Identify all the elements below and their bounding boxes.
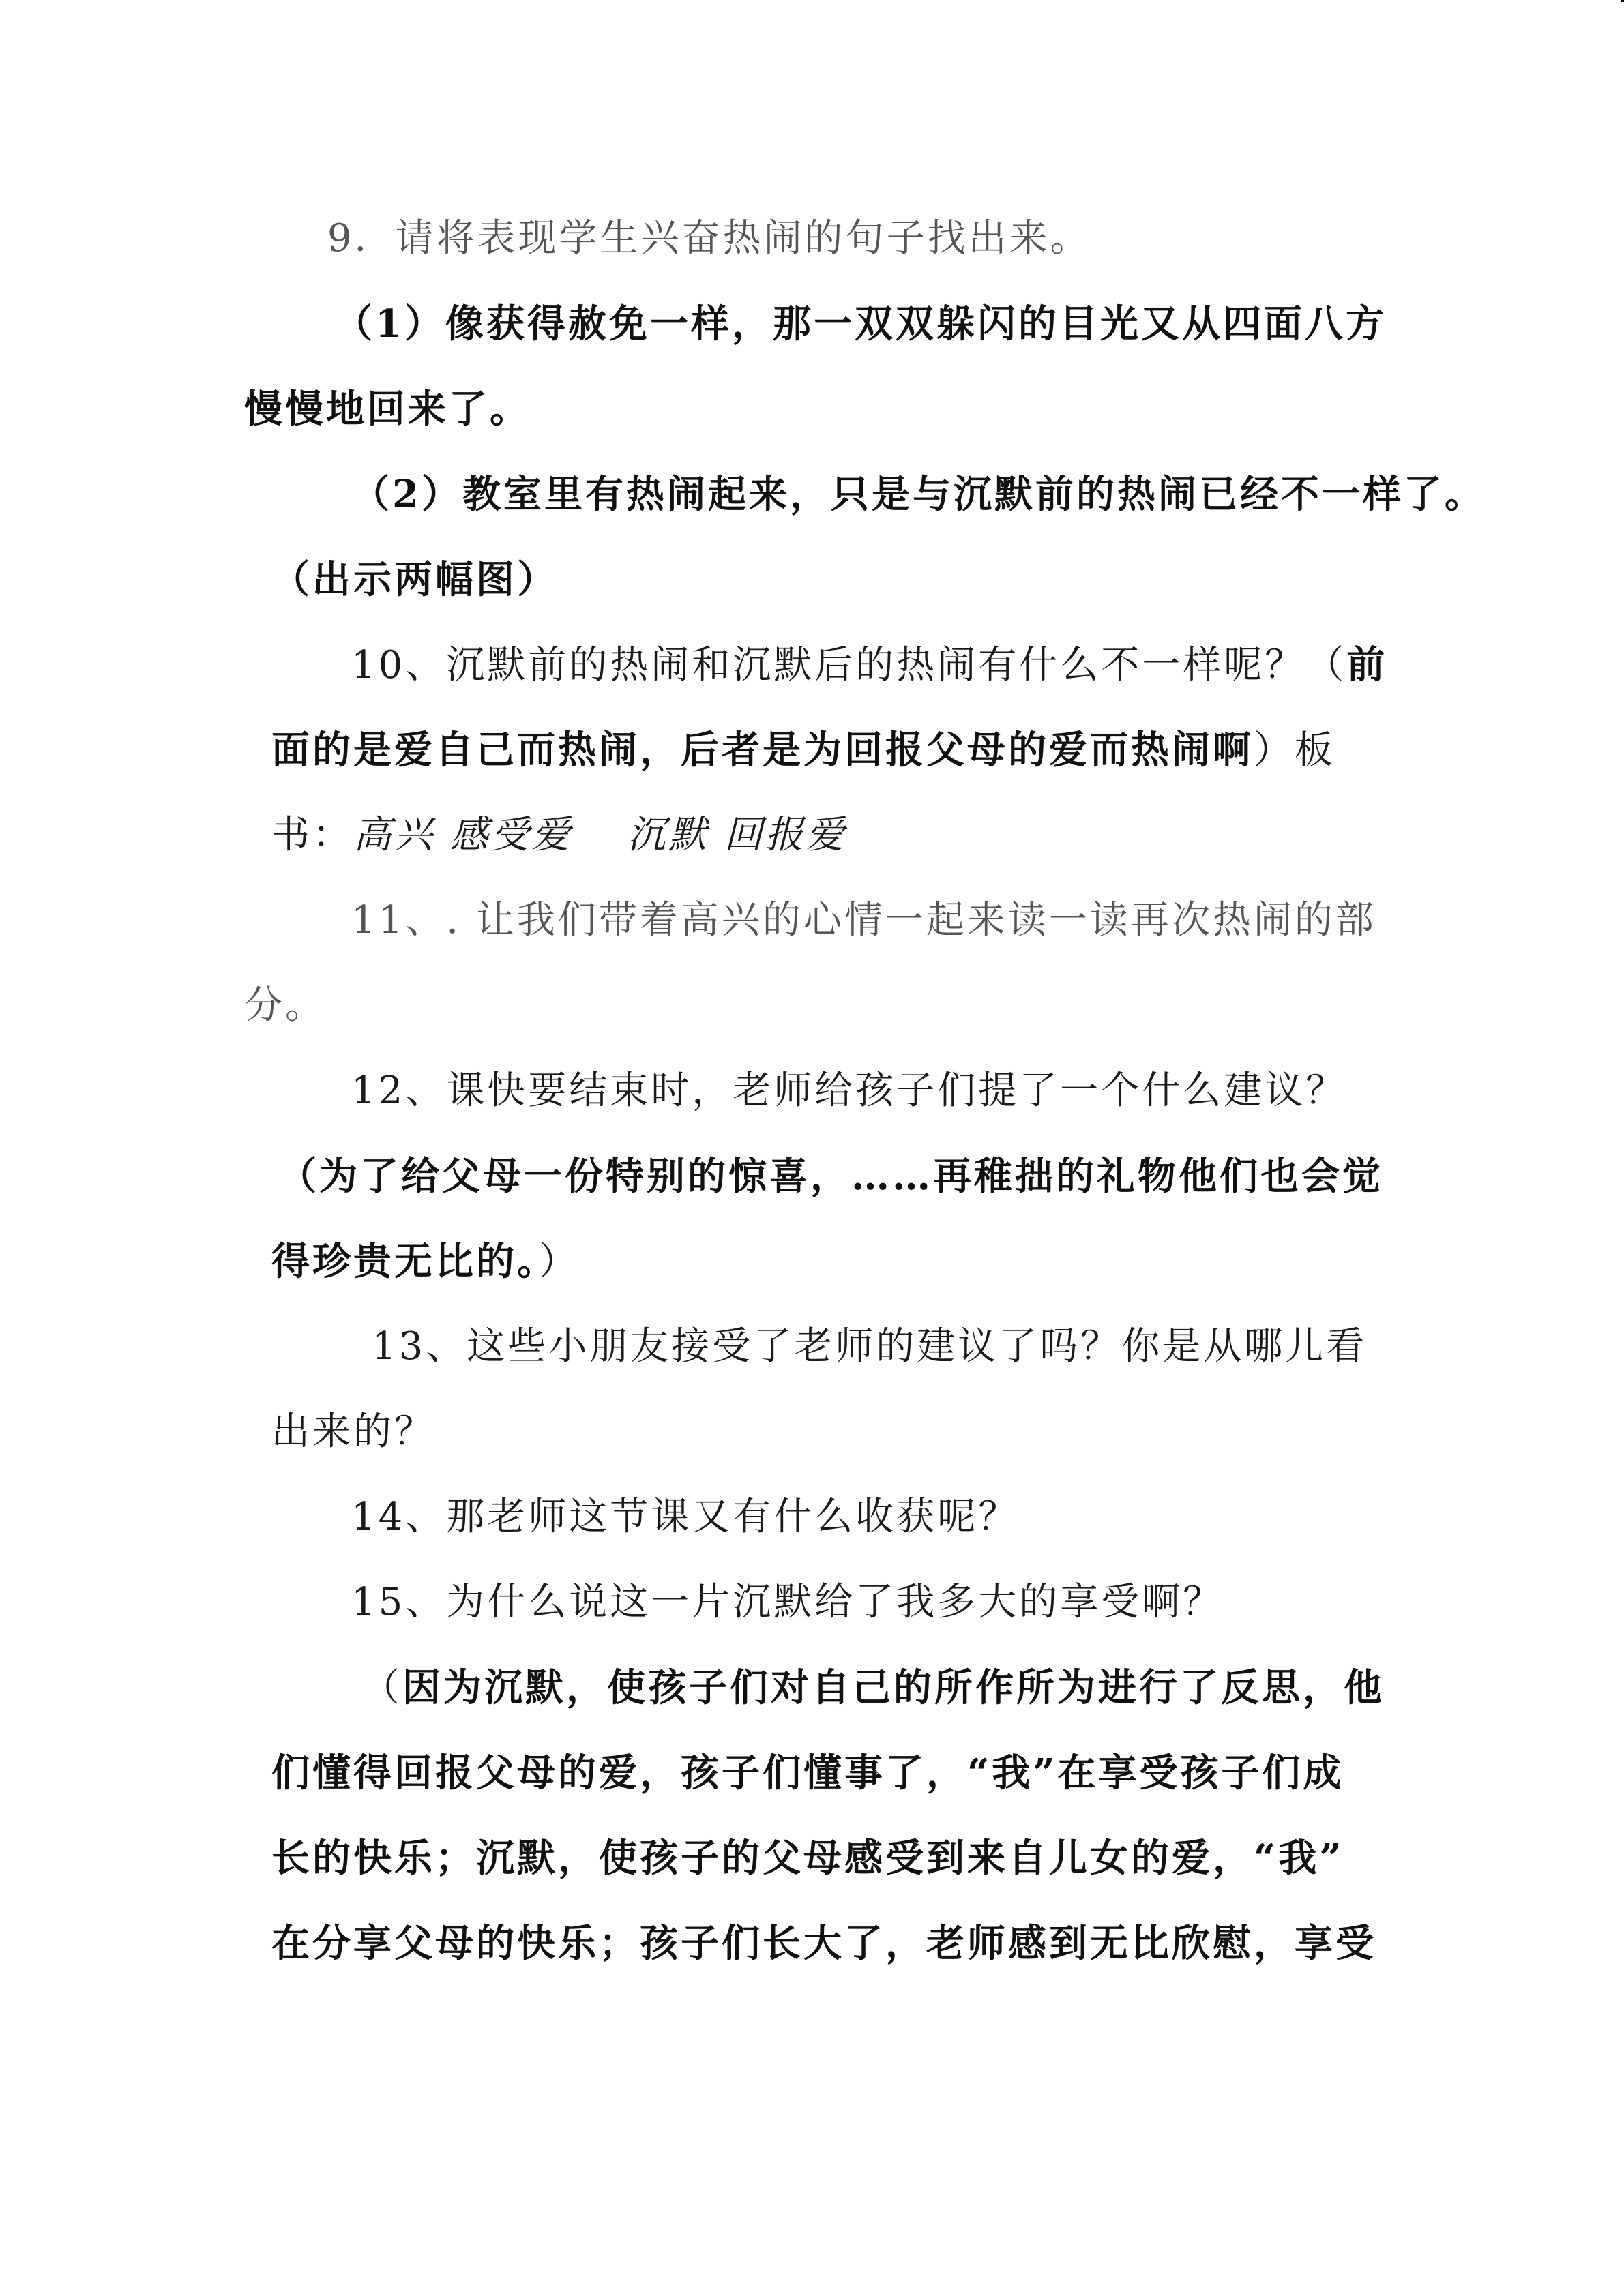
line-question-11-cont bbox=[244, 982, 326, 1030]
line-answer-15-cont-2 bbox=[271, 1834, 1344, 1882]
line-question-13 bbox=[372, 1323, 1367, 1371]
text: 12、课快要结束时，老师给孩子们提了一个什么建议？ bbox=[351, 1069, 1347, 1113]
line-question-10 bbox=[351, 641, 1387, 689]
text: 15、为什么说这一片沉默给了我多大的享受啊？ bbox=[351, 1580, 1224, 1624]
text: （1）像获得赦免一样，那一双双躲闪的目光又从四面八方 bbox=[334, 301, 1387, 346]
blackboard-left: 高兴 感受爱 bbox=[353, 813, 573, 857]
text: 长的快乐；沉默，使孩子的父母感受到来自儿女的爱，“我” bbox=[271, 1836, 1344, 1881]
text: 出来的？ bbox=[271, 1410, 435, 1454]
text-bold: 因为沉默，使孩子们对自己的所作所为进行了反思，他 bbox=[402, 1665, 1385, 1710]
line-show-images bbox=[271, 556, 558, 603]
line-answer-12 bbox=[278, 1152, 1383, 1200]
line-question-14 bbox=[351, 1493, 1019, 1541]
text: 11、. 让我们带着高兴的心情一起来读一读再次热闹的部 bbox=[351, 898, 1376, 942]
line-answer-15-cont-1 bbox=[271, 1749, 1344, 1797]
text: 们懂得回报父母的爱，孩子们懂事了，“我”在享受孩子们成 bbox=[271, 1750, 1344, 1795]
text: 书： bbox=[271, 813, 353, 857]
text-bold: 前 bbox=[1346, 642, 1388, 687]
text: 分。 bbox=[244, 983, 326, 1028]
text-bold: 面的是爱自己而热闹，后者是为回报父母的爱而热闹啊 bbox=[271, 728, 1254, 773]
text: （2）教室里有热闹起来，只是与沉默前的热闹已经不一样了。 bbox=[351, 472, 1486, 517]
line-answer-12-cont bbox=[271, 1238, 580, 1286]
text: （为了给父母一份特别的惊喜，……再稚拙的礼物他们也会觉 bbox=[278, 1154, 1383, 1199]
line-question-15 bbox=[351, 1579, 1224, 1626]
line-answer-9-1-cont bbox=[244, 385, 531, 433]
line-answer-10 bbox=[271, 726, 1335, 775]
text: 在分享父母的快乐；孩子们长大了，老师感到无比欣慰，享受 bbox=[271, 1921, 1376, 1966]
text: 13、这些小朋友接受了老师的建议了吗？你是从哪儿看 bbox=[372, 1324, 1368, 1369]
line-answer-9-1 bbox=[334, 300, 1387, 348]
blackboard-right: 沉默 回报爱 bbox=[627, 813, 847, 857]
line-question-12 bbox=[351, 1067, 1346, 1115]
text: （ bbox=[361, 1666, 402, 1710]
line-blackboard bbox=[271, 811, 847, 859]
line-question-9 bbox=[327, 215, 1091, 263]
line-question-13-cont bbox=[271, 1408, 435, 1456]
text: 慢慢地回来了。 bbox=[244, 387, 531, 432]
text-bold: 得珍贵无比的。 bbox=[271, 1239, 539, 1284]
text: 10、沉默前的热闹和沉默后的热闹有什么不一样呢？（ bbox=[351, 643, 1347, 687]
line-answer-9-2 bbox=[351, 471, 1486, 518]
corner-mark bbox=[1621, 0, 1624, 2]
text: （出示两幅图） bbox=[271, 557, 558, 602]
line-answer-15-cont-3 bbox=[271, 1920, 1376, 1967]
line-answer-15 bbox=[361, 1664, 1385, 1712]
text: ）板 bbox=[1254, 728, 1335, 773]
text: ） bbox=[539, 1240, 580, 1284]
text: 9．请将表现学生兴奋热闹的句子找出来。 bbox=[327, 216, 1091, 260]
text: 14、那老师这节课又有什么收获呢？ bbox=[351, 1495, 1020, 1539]
line-question-11 bbox=[351, 897, 1376, 944]
